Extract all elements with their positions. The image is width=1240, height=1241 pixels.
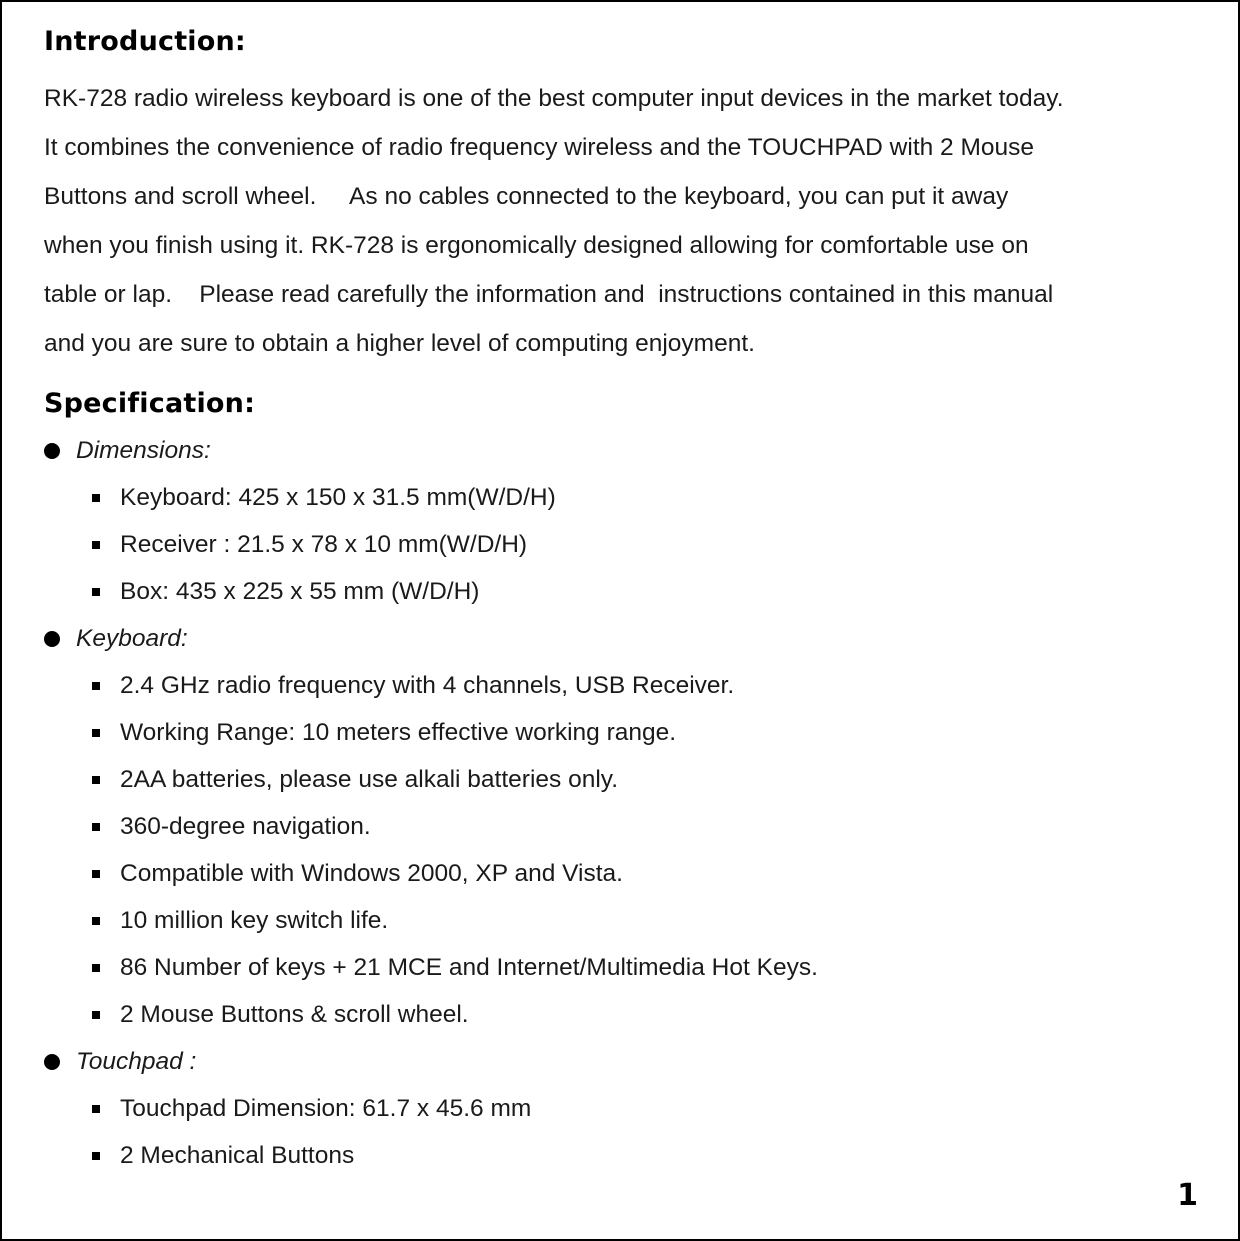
bullet-square-icon	[92, 682, 100, 690]
spec-item-label: Keyboard: 425 x 150 x 31.5 mm(W/D/H)	[120, 484, 556, 511]
category-touchpad	[44, 1045, 196, 1079]
intro-line: It combines the convenience of radio frequency wireless and the TOUCHPAD with 2 Mouse	[44, 134, 1035, 161]
bullet-square-icon	[92, 541, 100, 549]
page-number: 1	[1177, 1178, 1198, 1213]
bullet-square-icon	[92, 729, 100, 737]
bullet-square-icon	[92, 964, 100, 972]
spec-item-label: Touchpad Dimension: 61.7 x 45.6 mm	[120, 1095, 532, 1122]
bullet-square-icon	[92, 1011, 100, 1019]
introduction-heading: Introduction:	[44, 26, 246, 57]
bullet-square-icon	[92, 494, 100, 502]
bullet-square-icon	[92, 588, 100, 596]
bullet-square-icon	[92, 823, 100, 831]
intro-line: table or lap. Please read carefully the information and instructions contained in this manual	[44, 281, 1054, 308]
bullet-square-icon	[92, 776, 100, 784]
spec-item-label: 2 Mechanical Buttons	[120, 1142, 355, 1169]
spec-item-label: Working Range: 10 meters effective working range.	[120, 719, 677, 746]
spec-item	[92, 528, 527, 562]
bullet-square-icon	[92, 870, 100, 878]
bullet-square-icon	[92, 1152, 100, 1160]
category-dimensions	[44, 434, 211, 468]
spec-item-label: 10 million key switch life.	[120, 907, 389, 934]
bullet-dot-icon	[44, 1054, 60, 1070]
category-keyboard	[44, 622, 188, 656]
spec-item-label: 2AA batteries, please use alkali batteries only.	[120, 766, 619, 793]
bullet-dot-icon	[44, 631, 60, 647]
spec-item-label: 2 Mouse Buttons & scroll wheel.	[120, 1001, 469, 1028]
bullet-square-icon	[92, 1105, 100, 1113]
spec-item	[92, 904, 388, 938]
spec-item-label: Box: 435 x 225 x 55 mm (W/D/H)	[120, 578, 480, 605]
category-label: Touchpad :	[76, 1048, 197, 1075]
spec-item-label: 86 Number of keys + 21 MCE and Internet/Multimedia Hot Keys.	[120, 954, 818, 981]
spec-item	[92, 810, 371, 844]
category-label: Dimensions:	[76, 437, 211, 464]
spec-item	[92, 951, 818, 985]
spec-item	[92, 575, 479, 609]
spec-item-label: 360-degree navigation.	[120, 813, 371, 840]
bullet-square-icon	[92, 917, 100, 925]
spec-item	[92, 1092, 531, 1126]
spec-item	[92, 1139, 354, 1173]
spec-item	[92, 716, 676, 750]
spec-item-label: 2.4 GHz radio frequency with 4 channels, USB Receiver.	[120, 672, 735, 699]
spec-item-label: Receiver : 21.5 x 78 x 10 mm(W/D/H)	[120, 531, 528, 558]
intro-line: Buttons and scroll wheel. As no cables connected to the keyboard, you can put it away	[44, 183, 1009, 210]
specification-heading: Specification:	[44, 388, 256, 419]
spec-item	[92, 669, 734, 703]
introduction-paragraph	[44, 74, 1204, 368]
intro-line: and you are sure to obtain a higher level of computing enjoyment.	[44, 330, 755, 357]
category-label: Keyboard:	[76, 625, 188, 652]
spec-item	[92, 763, 618, 797]
spec-item	[92, 857, 623, 891]
intro-line: RK-728 radio wireless keyboard is one of the best computer input devices in the market today.	[44, 85, 1064, 112]
bullet-dot-icon	[44, 443, 60, 459]
spec-item	[92, 481, 556, 515]
spec-item	[92, 998, 469, 1032]
spec-item-label: Compatible with Windows 2000, XP and Vista.	[120, 860, 623, 887]
intro-line: when you finish using it. RK-728 is ergonomically designed allowing for comfortable use on	[44, 232, 1029, 259]
